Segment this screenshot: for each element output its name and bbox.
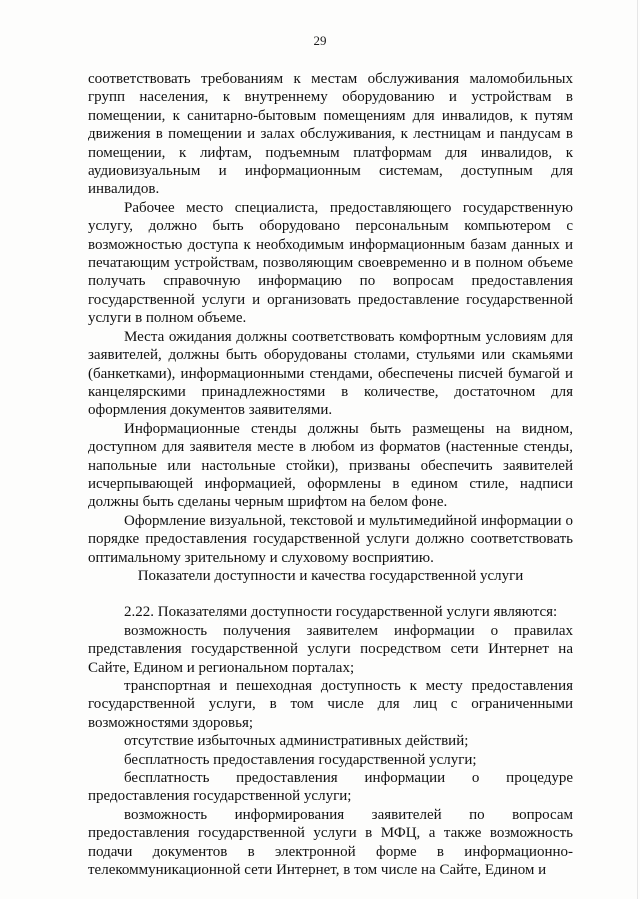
paragraph-information-stands: Информационные стенды должны быть размещены на видном, доступном для заявителя месте в любом из форматов (настенные стенды, напольные или настольные стойки), призваны обеспечить заявителей исчерпывающей информацией, оформлены в едином стиле, надписи должны быть сделаны черным шрифтом на белом фоне.	[88, 420, 573, 511]
document-body	[88, 70, 573, 879]
paragraph-workplace: Рабочее место специалиста, предоставляющего государственную услугу, должно быть оборудовано персональным компьютером с возможностью доступа к необходимым информационным базам данных и печатающим устройствам, позволяющим своевременно и в полном объеме получать справочную информацию по вопросам предоставления государственной услуги и организовать предоставление государственной услуги в полном объеме.	[88, 199, 573, 327]
paragraph-accessibility-requirements: соответствовать требованиям к местам обслуживания маломобильных групп населения, к внутреннему оборудованию и устройствам в помещении, к санитарно-бытовым помещениям для инвалидов, к путям движения в помещении и залах обслуживания, к лестницам и пандусам в помещении, к лифтам, подъемным платформам для инвалидов, к аудиовизуальным и информационным системам, доступным для инвалидов.	[88, 71, 573, 198]
list-item: отсутствие избыточных административных действий;	[124, 733, 469, 750]
section-heading: Показатели доступности и качества государственной услуги	[137, 567, 524, 584]
list-item: возможность получения заявителем информации о правилах представления государственной услуги посредством сети Интернет на Сайте, Едином и региональном порталах;	[88, 622, 573, 676]
list-item: бесплатность предоставления информации о процедуре предоставления государственной услуги;	[88, 770, 573, 805]
paragraph-waiting-area: Места ожидания должны соответствовать комфортным условиям для заявителей, должны быть оборудованы столами, стульями или скамьями (банкетками), информационными стендами, обеспечены писчей бумагой и канцелярскими принадлежностями в количестве, достаточном для оформления документов заявителями.	[88, 328, 573, 419]
list-item: возможность информирования заявителей по вопросам предоставления государственной услуги в МФЦ, а также возможность подачи документов в электронной форме в информационно-телекоммуникационной сети Интернет, в том числе на Сайте, Едином и	[88, 806, 573, 879]
page-number: 29	[313, 33, 327, 48]
scan-edge	[637, 0, 638, 899]
clause-2-22: 2.22. Показателями доступности государственной услуги являются:	[124, 604, 558, 621]
paragraph-information-design: Оформление визуальной, текстовой и мультимедийной информации о порядке предоставления государственной услуги должно соответствовать оптимальному зрительному и слуховому восприятию.	[88, 512, 573, 566]
list-item: бесплатность предоставления государственной услуги;	[124, 751, 477, 768]
list-item: транспортная и пешеходная доступность к месту предоставления государственной услуги, в том числе для лиц с ограниченными возможностями здоровья;	[88, 678, 573, 731]
